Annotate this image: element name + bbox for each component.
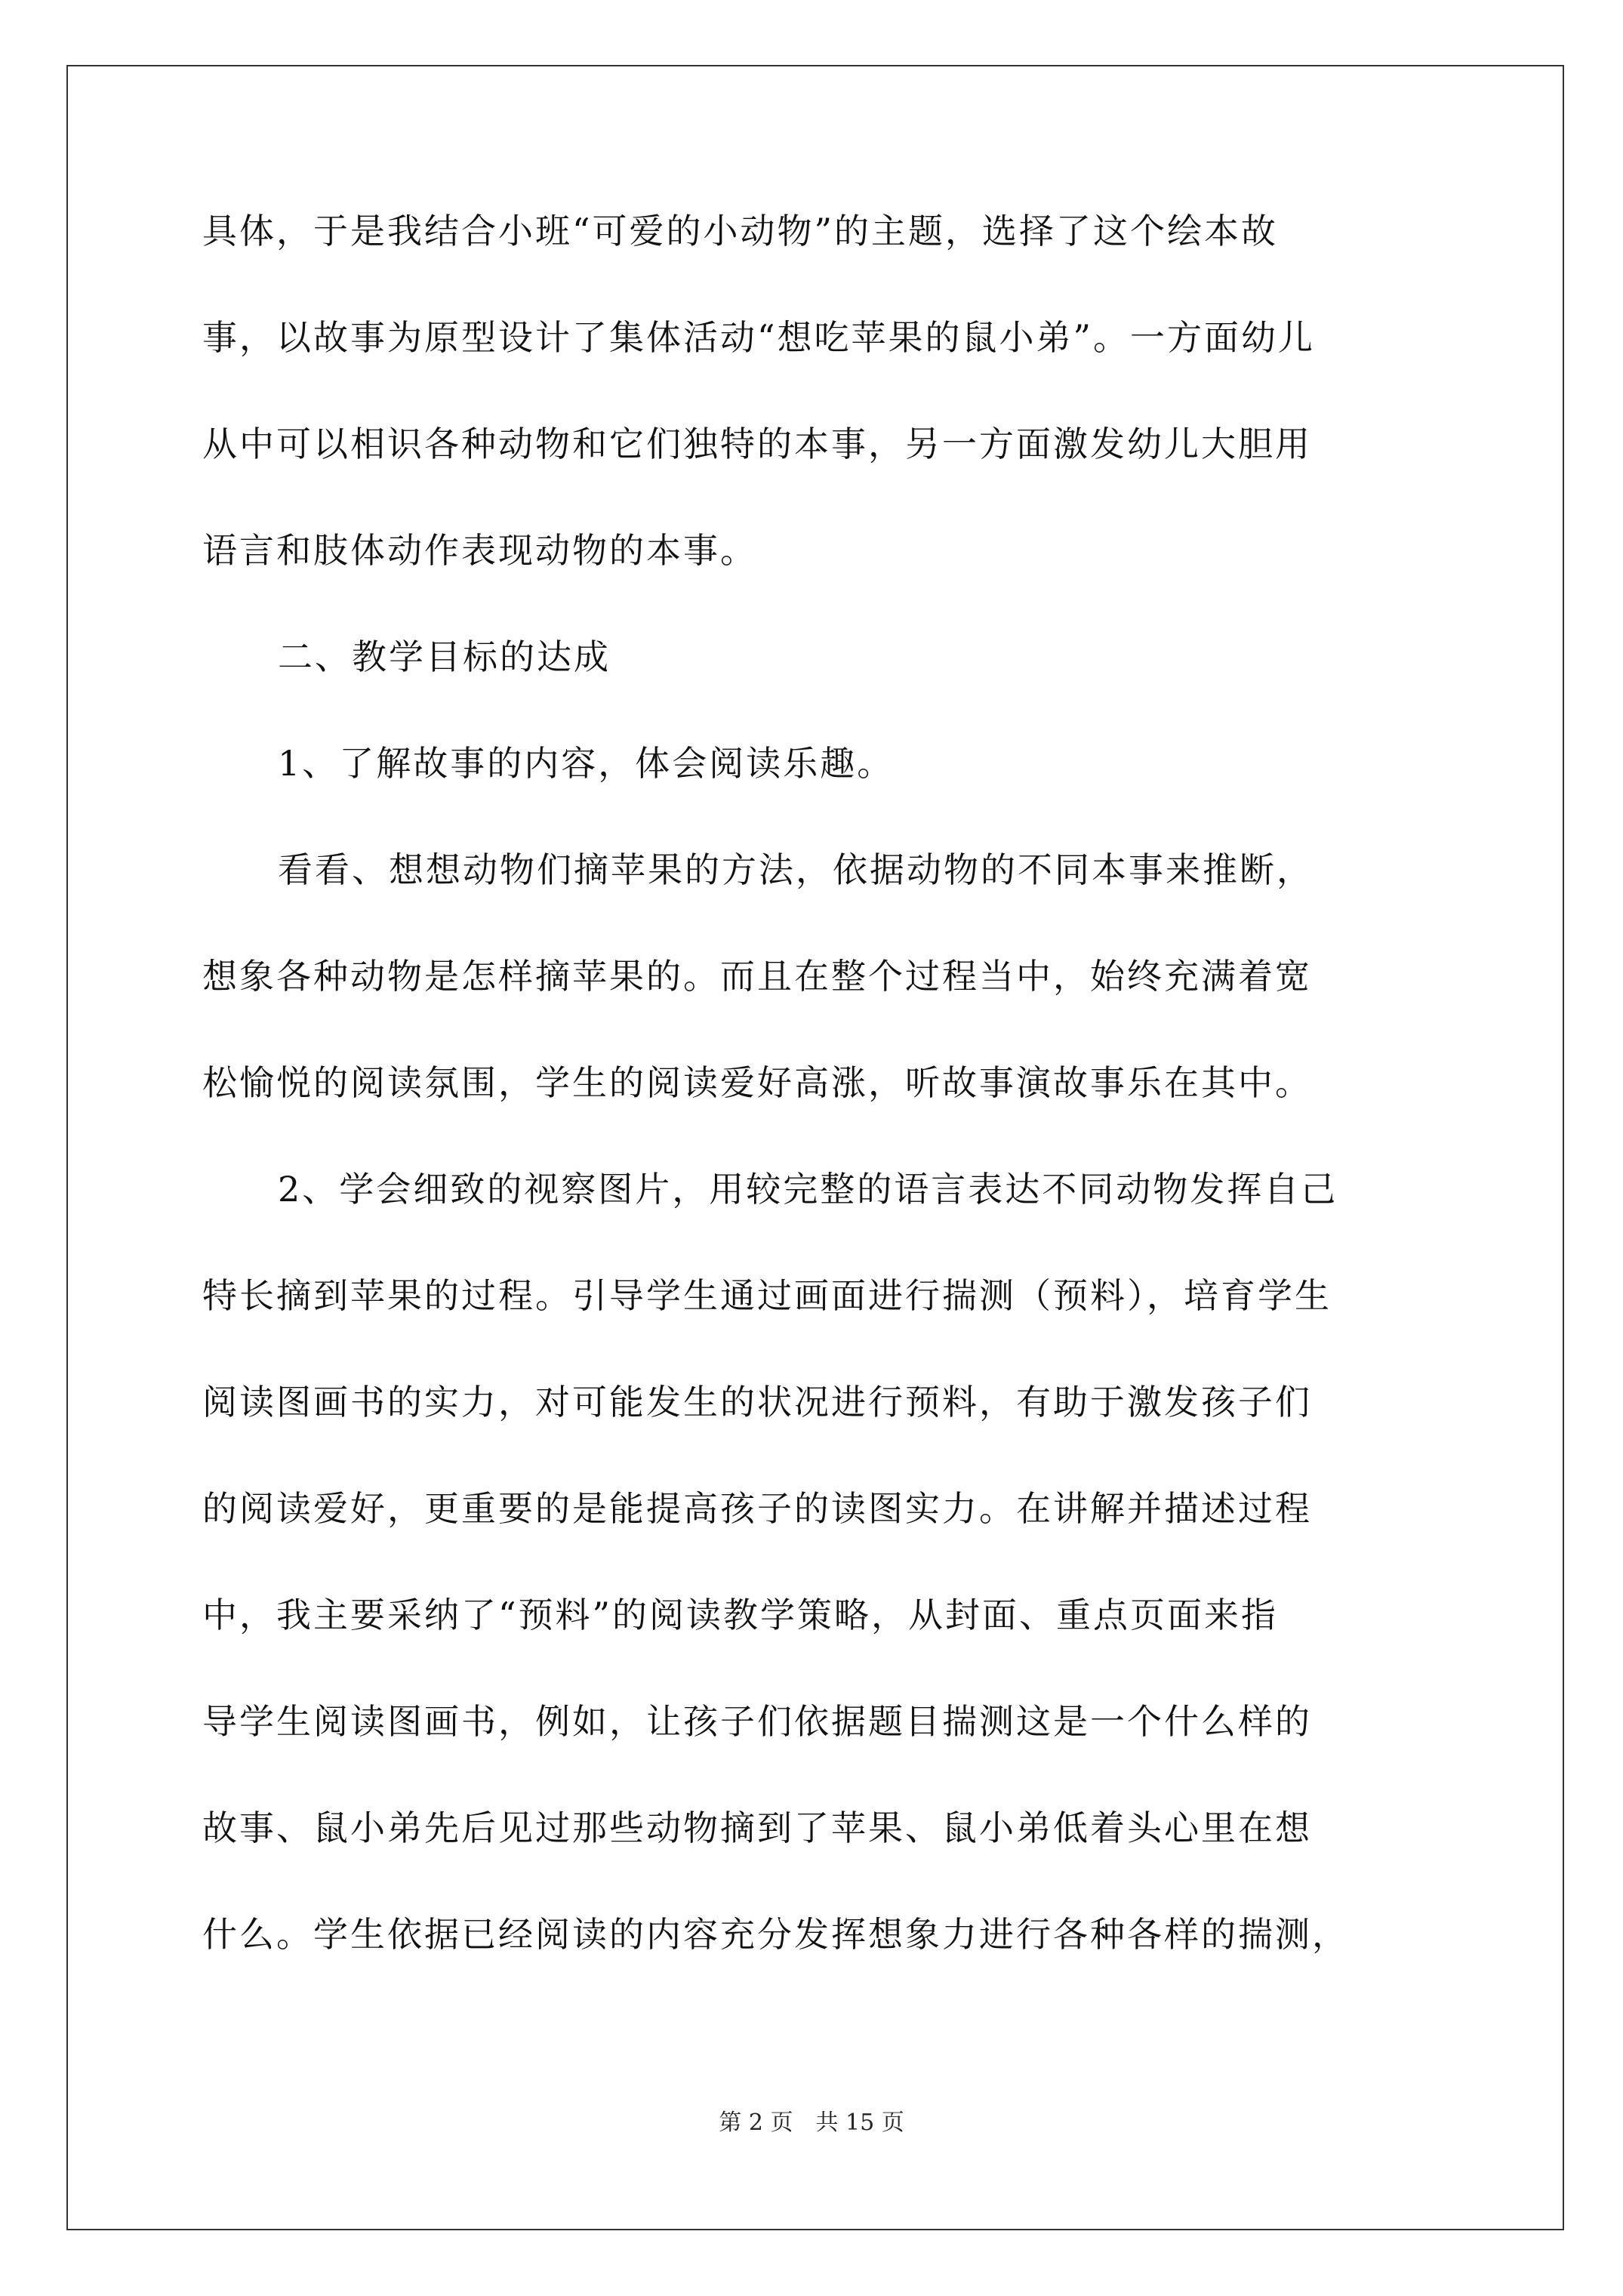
text-line-15: 导学生阅读图画书，例如，让孩子们依据题目揣测这是一个什么样的 bbox=[202, 1701, 1312, 1742]
text-line-16: 故事、鼠小弟先后见过那些动物摘到了苹果、鼠小弟低着头心里在想 bbox=[202, 1808, 1312, 1848]
text-line-4: 语言和肢体动作表现动物的本事。 bbox=[202, 530, 757, 571]
document-body bbox=[202, 208, 1433, 1958]
text-line-17: 什么。学生依据已经阅读的内容充分发挥想象力进行各种各样的揣测， bbox=[202, 1914, 1349, 1955]
text-line-9: 松愉悦的阅读氛围，学生的阅读爱好高涨，听故事演故事乐在其中。 bbox=[202, 1062, 1312, 1103]
text-line-8: 想象各种动物是怎样摘苹果的。而且在整个过程当中，始终充满着宽 bbox=[202, 956, 1312, 997]
subsection-heading-1: 1、了解故事的内容，体会阅读乐趣。 bbox=[278, 743, 895, 784]
text-line-1: 具体，于是我结合小班“可爱的小动物”的主题，选择了这个绘本故 bbox=[202, 211, 1279, 251]
text-line-11: 特长摘到苹果的过程。引导学生通过画面进行揣测（预料），培育学生 bbox=[202, 1275, 1332, 1316]
text-line-3: 从中可以相识各种动物和它们独特的本事，另一方面激发幼儿大胆用 bbox=[202, 424, 1312, 464]
text-line-2: 事，以故事为原型设计了集体活动“想吃苹果的鼠小弟”。一方面幼儿 bbox=[202, 317, 1316, 358]
page-number-footer: 第 2 页 共 15 页 bbox=[719, 2110, 904, 2136]
text-line-14: 中，我主要采纳了“预料”的阅读教学策略，从封面、重点页面来指 bbox=[202, 1595, 1279, 1635]
subsection-heading-2: 2、学会细致的视察图片，用较完整的语言表达不同动物发挥自己 bbox=[278, 1169, 1338, 1210]
text-line-13: 的阅读爱好，更重要的是能提高孩子的读图实力。在讲解并描述过程 bbox=[202, 1488, 1312, 1529]
section-heading: 二、教学目标的达成 bbox=[278, 636, 611, 677]
text-line-7: 看看、想想动物们摘苹果的方法，依据动物的不同本事来推断， bbox=[278, 849, 1313, 890]
text-line-12: 阅读图画书的实力，对可能发生的状况进行预料，有助于激发孩子们 bbox=[202, 1382, 1312, 1422]
